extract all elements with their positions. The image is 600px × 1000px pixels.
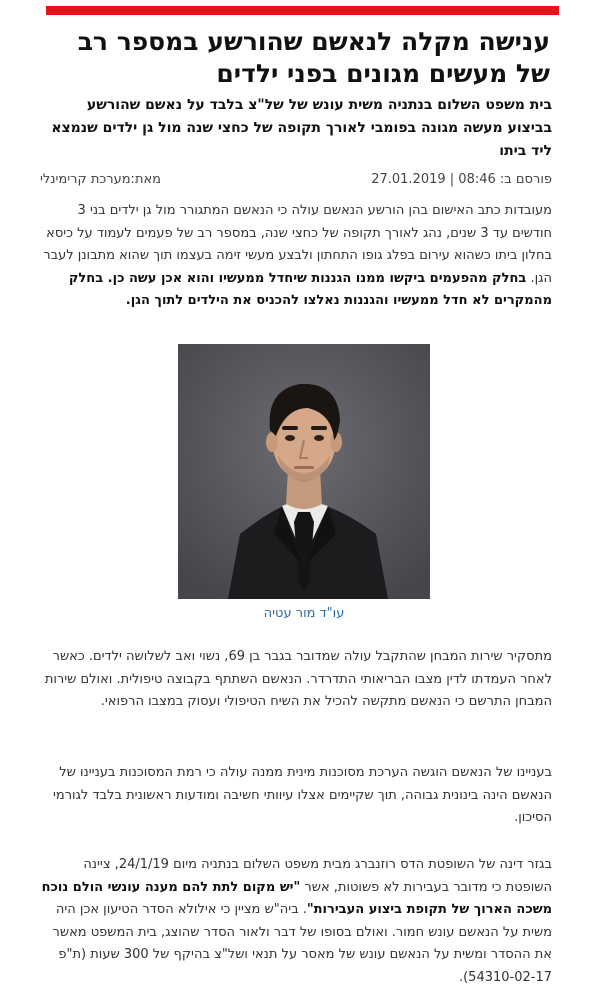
paragraph-2: מתסקיר שירות המבחן שהתקבל עולה שמדובר בגבר בן 69, נשוי ואב לשלושה ילדים. כאשר לאחר העמדתו לדין מצבו הבריאותי התדרדר. הנאשם השתתף בקבוצה טיפולית. ואולם שירות המבחן התרשם כי הנאשם מתקשה להכיל את השיח הטיפולי ועסוק במצבו הרפואי. xyxy=(44,649,552,709)
paragraph-1-text: מעובדות כתב האישום בהן הורשע הנאשם עולה כי הנאשם המתגורר מול גן ילדים בני 3 חודשים עד 3 שנים, נהג לאורך תקופה של כחצי שנה, במספר רב של פעמים לעמוד על כיסא בחלון ביתו כשהוא עירום בפלג גופו התחתון ולבצע מעשי זימה בעצמו תוך שהוא מתבונן לעבר הגן. xyxy=(43,203,552,286)
article-title: ענישה מקלה לנאשם שהורשע במספר רב של מעשים מגונים בפני ילדים xyxy=(77,27,550,88)
paragraph-1 xyxy=(40,200,552,313)
paragraph-1-bold: בחלק מהפעמים ביקשו ממנו הגננות שיחדל ממעשיו והוא אכן עשה כן. בחלק מהמקרים לא חדל ממעשיו והגננות נאלצו להכניס את הילדים לתוך הגן. xyxy=(68,270,552,308)
published-date: פורסם ב: 08:46 | 27.01.2019 xyxy=(371,172,552,187)
lawyer-portrait-photo xyxy=(178,344,430,599)
paragraph-4-text-b: . ביה"ש מציין כי אילולא הסדר הטיעון אכן היה משית על הנאשם עונש חמור. ואולם בסופו של דבר ולאור הסדר שהוצג, בית המשפט מאשר את ההסדר ומשית על הנאשם עונש של מאסר על תנאי ושל"צ בהיקף של 300 שעות (ת"פ 54310-02-17). xyxy=(52,902,552,985)
portrait-illustration xyxy=(178,344,430,599)
author-credit: מאת:מערכת קרימינלי xyxy=(40,172,162,187)
paragraph-3: בעניינו של הנאשם הוגשה הערכת מסוכנות מינית ממנה עולה כי רמת המסוכנות בעניינו של הנאשם הינה בינונית גבוהה, תוך שקיימים אצלו עיוותי חשיבה ומודעות ראשונית בלבד לגורמי הסיכון. xyxy=(52,765,552,825)
top-accent-bar xyxy=(46,6,559,15)
image-caption[interactable]: עו"ד מור עטיה xyxy=(263,606,345,621)
article-subtitle: בית משפט השלום בנתניה משית עונש של של"צ בלבד על נאשם שהורשע בביצוע מעשה מגונה בפומבי לאורך תקופה של כחצי שנה מול גן ילדים שנמצא ליד ביתו xyxy=(51,97,552,159)
paragraph-4-text-a: בגזר דינה של השופטת הדס רוזנברג מבית משפט השלום בנתניה מיום 24/1/19, ציינה השופטת כי מדובר בעבירות לא פשוטות, אשר xyxy=(83,857,552,895)
paragraph-4 xyxy=(40,854,552,989)
article-meta xyxy=(40,172,552,192)
paragraph-4-quote: "יש מקום לתת להם מענה עונשי הולם נוכח משכה הארוך של תקופת ביצוע העבירות" xyxy=(41,879,552,917)
